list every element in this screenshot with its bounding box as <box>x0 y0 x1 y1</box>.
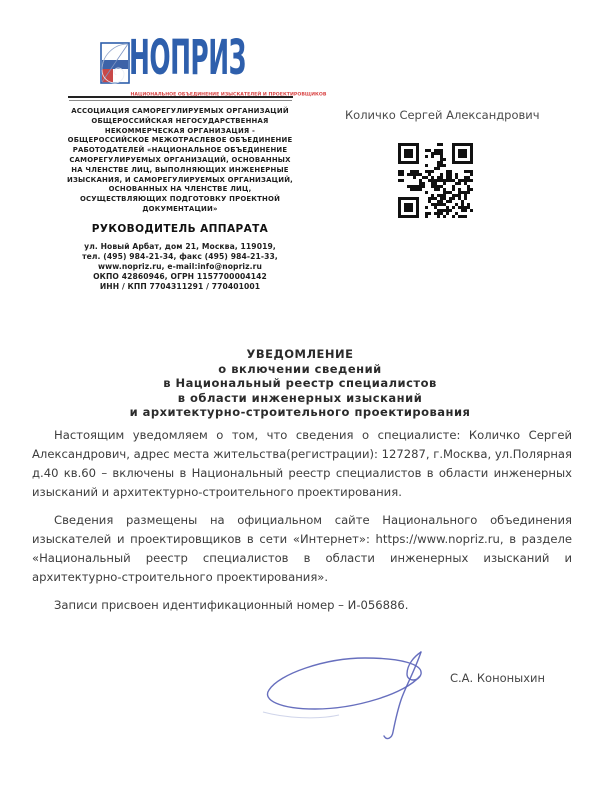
org-name-line: ДОКУМЕНТАЦИИ» <box>142 204 218 213</box>
nopriz-wordmark: НОПРИЗ <box>129 30 246 86</box>
title-line: и архитектурно-строительного проектирования <box>129 405 471 419</box>
recipient-name: Количко Сергей Александрович <box>345 108 540 122</box>
org-name-line: ИЗЫСКАНИЯ, И САМОРЕГУЛИРУЕМЫХ ОРГАНИЗАЦИЙ, <box>66 175 294 184</box>
title-line: в области инженерных изысканий <box>177 390 423 405</box>
contact-line: www.nopriz.ru, e-mail:info@nopriz.ru <box>97 261 262 271</box>
nopriz-emblem-icon <box>100 42 130 88</box>
title-line: в Национальный реестр специалистов <box>163 376 437 390</box>
title-line: о включении сведений <box>218 361 382 376</box>
org-name-line: НЕКОММЕРЧЕСКАЯ ОРГАНИЗАЦИЯ - <box>104 126 256 135</box>
nopriz-logo <box>40 30 327 98</box>
title-line: УВЕДОМЛЕНИЕ <box>246 347 354 361</box>
department-title: РУКОВОДИТЕЛЬ АППАРАТА <box>91 222 269 235</box>
contact-line: ИНН / КПП 7704311291 / 770401001 <box>99 281 261 291</box>
letterhead <box>40 30 327 292</box>
org-name-line: РАБОТОДАТЕЛЕЙ «НАЦИОНАЛЬНОЕ ОБЪЕДИНЕНИЕ <box>72 146 288 155</box>
org-name-line: ОБЩЕРОССИЙСКОЕ МЕЖОТРАСЛЕВОЕ ОБЪЕДИНЕНИЕ <box>67 136 293 145</box>
contact-line: ул. Новый Арбат, дом 21, Москва, 119019, <box>84 241 276 251</box>
org-name-line: ОСНОВАННЫХ НА ЧЛЕНСТВЕ ЛИЦ, <box>108 185 252 194</box>
body-paragraph: Сведения размещены на официальном сайте Национального объединения изыскателей и проектировщиков в сети «Интернет»: https://www.nopriz.ru, в разделе «Национальный реестр специалистов в области инженерных изысканий и архитектурно-строительного проектирования». <box>32 513 572 584</box>
logo-caption-wrap <box>40 84 327 98</box>
logo-caption: НАЦИОНАЛЬНОЕ ОБЪЕДИНЕНИЕ ИЗЫСКАТЕЛЕЙ И ПРОЕКТИРОВЩИКОВ <box>130 92 327 98</box>
contact-line: ОКПО 42860946, ОГРН 1157700004142 <box>93 271 267 281</box>
body-paragraph: Настоящим уведомляем о том, что сведения о специалисте: Количко Сергей Александрович, адрес места жительства(регистрации): 127287, г.Москва, ул.Полярная д.40 кв.60 – включены в Национальный реестр специалистов в области инженерных изысканий и архитектурно-строительного проектирования. <box>32 428 572 499</box>
qr-code <box>398 143 473 218</box>
document-body <box>32 426 572 624</box>
organization-name <box>40 107 320 215</box>
document-title <box>0 347 600 420</box>
org-name-line: АССОЦИАЦИЯ САМОРЕГУЛИРУЕМЫХ ОРГАНИЗАЦИЙ <box>71 107 289 115</box>
body-paragraph: Записи присвоен идентификационный номер – И-056886. <box>54 598 409 612</box>
org-name-line: САМОРЕГУЛИРУЕМЫХ ОРГАНИЗАЦИЙ, ОСНОВАННЫХ <box>69 155 291 164</box>
handwritten-signature <box>255 648 440 743</box>
org-name-line: ОБЩЕРОССИЙСКАЯ НЕГОСУДАРСТВЕННАЯ <box>91 116 269 125</box>
org-name-line: ОСУЩЕСТВЛЯЮЩИХ ПОДГОТОВКУ ПРОЕКТНОЙ <box>79 195 281 204</box>
contact-block <box>40 242 320 292</box>
contact-line: тел. (495) 984-21-34, факс (495) 984-21-33, <box>82 251 278 261</box>
org-name-line: НА ЧЛЕНСТВЕ ЛИЦ, ВЫПОЛНЯЮЩИХ ИНЖЕНЕРНЫЕ <box>71 165 289 174</box>
signatory-name: С.А. Кононыхин <box>450 671 546 685</box>
